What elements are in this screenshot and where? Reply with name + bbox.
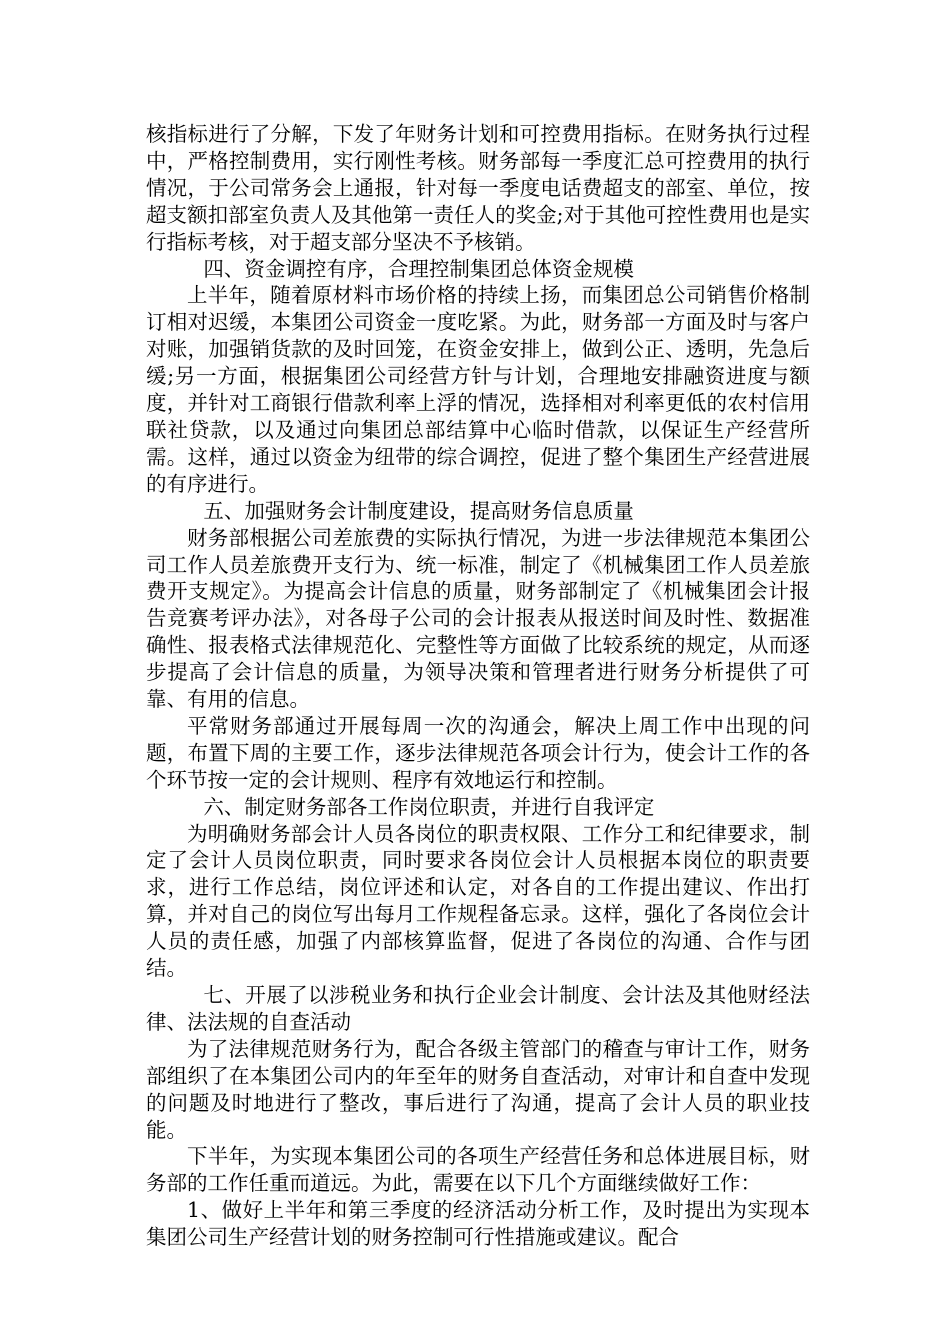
paragraph-accounting-system: 财务部根据公司差旅费的实际执行情况，为进一步法律规范本集团公司工作人员差旅费开支行为、统一标准，制定了《机械集团工作人员差旅费开支规定》。为提高会计信息的质量，财务部制定了《机械集团会计报告竞赛考评办法》，对各母子公司的会计报表从报送时间及时性、数据准确性、报表格式法律规范化、完整性等方面做了比较系统的规定，从而逐步提高了会计信息的质量，为领导决策和管理者进行财务分析提供了可靠、有用的信息。	[146, 525, 810, 712]
document-body	[146, 121, 810, 1251]
paragraph-item-1: 1、做好上半年和第三季度的经济活动分析工作，及时提出为实现本集团公司生产经营计划的财务控制可行性措施或建议。配合	[146, 1198, 810, 1250]
paragraph-job-duties: 为明确财务部会计人员各岗位的职责权限、工作分工和纪律要求，制定了会计人员岗位职责，同时要求各岗位会计人员根据本岗位的职责要求，进行工作总结，岗位评述和认定，对各自的工作提出建议、作出打算，并对自己的岗位写出每月工作规程备忘录。这样，强化了各岗位会计人员的责任感，加强了内部核算监督，促进了各岗位的沟通、合作与团结。	[146, 821, 810, 981]
paragraph-self-inspection: 为了法律规范财务行为，配合各级主管部门的稽查与审计工作，财务部组织了在本集团公司内的年至年的财务自查活动，对审计和自查中发现的问题及时地进行了整改，事后进行了沟通，提高了会计人员的职业技能。	[146, 1036, 810, 1142]
paragraph-weekly-meeting: 平常财务部通过开展每周一次的沟通会，解决上周工作中出现的问题，布置下周的主要工作，逐步法律规范各项会计行为，使会计工作的各个环节按一定的会计规则、程序有效地运行和控制。	[146, 713, 810, 792]
section-heading-4: 四、资金调控有序，合理控制集团总体资金规模	[203, 256, 634, 281]
paragraph-funds: 上半年，随着原材料市场价格的持续上扬，而集团总公司销售价格制订相对迟缓，本集团公司资金一度吃紧。为此，财务部一方面及时与客户对账，加强销货款的及时回笼，在资金安排上，做到公正、透明，先急后缓;另一方面，根据集团公司经营方针与计划，合理地安排融资进度与额度，并针对工商银行借款利率上浮的情况，选择相对利率更低的农村信用联社贷款，以及通过向集团总部结算中心临时借款，以保证生产经营所需。这样，通过以资金为纽带的综合调控，促进了整个集团生产经营进展的有序进行。	[146, 283, 810, 496]
paragraph-expense-control: 核指标进行了分解，下发了年财务计划和可控费用指标。在财务执行过程中，严格控制费用，实行刚性考核。财务部每一季度汇总可控费用的执行情况，于公司常务会上通报，针对每一季度电话费超支的部室、单位，按超支额扣部室负责人及其他第一责任人的奖金;对于其他可控性费用也是实行指标考核，对于超支部分坚决不予核销。	[146, 122, 810, 254]
paragraph-second-half: 下半年，为实现本集团公司的各项生产经营任务和总体进展目标，财务部的工作任重而道远。为此，需要在以下几个方面继续做好工作：	[146, 1144, 810, 1196]
section-heading-5: 五、加强财务会计制度建设，提高财务信息质量	[203, 498, 634, 523]
section-heading-7: 七、开展了以涉税业务和执行企业会计制度、会计法及其他财经法律、法法规的自查活动	[146, 983, 810, 1034]
section-heading-6: 六、制定财务部各工作岗位职责，并进行自我评定	[203, 794, 655, 819]
